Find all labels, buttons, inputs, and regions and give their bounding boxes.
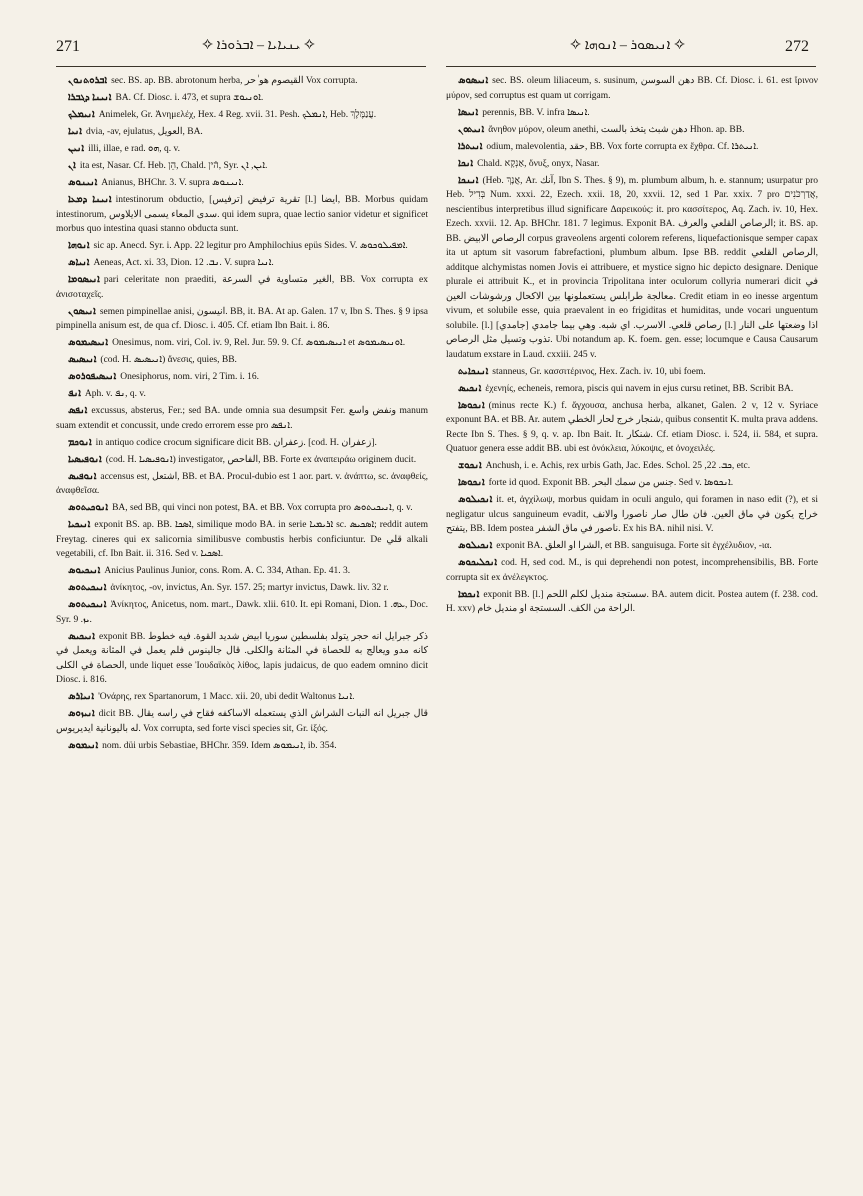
entry-lemma: ܐܢܝܐ: [68, 127, 82, 137]
entry-definition: intestinorum obductio, تقرية ترفيض [ترفيس] [l.] ايضا, BB. Morbus quidam intestinorum, سدى المعاء يسمى الايلاوس. qui idem supra, quae lectio sanior videtur et significet morbus quo intestina quasi stanno obducta sunt.: [56, 195, 428, 234]
entry-definition: semen pimpinellae anisi, انيسون. BB, it. BA. At ap. Galen. 17 v, Ibn S. Thes. § 9 ipsa pimpinella anisum est, de qua cf. Diosc. i. 405. Cf. etiam Ibn Bait. i. 86.: [56, 306, 428, 331]
dictionary-entry: [446, 74, 818, 103]
entry-definition: Anicius Paulinus Junior, cons. Rom. A. C. 334, Athan. Ep. 41. 3.: [104, 566, 351, 576]
entry-definition: dvia, -av, ejulatus, العويل, BA.: [85, 127, 203, 137]
dictionary-entry: [56, 453, 428, 468]
right-page-number: 272: [785, 38, 809, 55]
entry-lemma: ܐܢܘܗܐ: [68, 241, 90, 251]
entry-definition: (Heb. אֲנָךְ, Ar. آنك, Ibn S. Thes. § 9), m. plumbum album, h. e. stannum; usurpatur pro Heb. בְּדִיל Num. xxxi. 22, Ezech. xxii. 18, 20, xxvii. 12, sed 1 Par. xxix. 7 pro אֲדַרְכֹּנִים, nescientibus interpretibus illud significare Δαρεικούς: it. pro κασσίτερος, Aq. Zach. iv. 10, Hex. Ezech. xxvii. 12. Ap. BHChr. 181. 7 legimus. Exponit BA. الرصاص القلعي والعرف; it. BS. ap. BB. الرصاص الابيض corpus graveolens argenti colorem referens, liquefactionisque semper capax ita ut aptum sit vasorum fabrefactioni, plumbum album. Ipse BB. reddit الرصاص القلعي, additque alchymistas nomen Jovis ei attribuere, et mystice signo hic depicto designare. Denique plurale ei attribuit K., et in provincia Tripolitana inter oculorum collyria numerari dicit في معالجة طرابلس يستعملونها بين الاكحال ورشوشات العين. Credit etiam in eo inesse argentum vivum, et solubile esse, quia praevalent in eo frigiditas et humiditas, unde vocari unguentum solubile. [l.] رصاص قلعي. الاسرب. اي شبه. وهي بيما جامدي [جامدي] [l.] اذا وضعتها على النار تذوب وتسيل مثل الرصاص. Ubi notandum ap. K. foem. gen. esse; locumque e Causa Causarum laudatum exstare in Laud. cxxiii. 245 v.: [446, 175, 818, 360]
entry-definition: stanneus, Gr. κασσιτέρινος, Hex. Zach. iv. 10, ubi foem.: [492, 366, 706, 377]
dictionary-entry: [446, 399, 818, 457]
entry-definition: ἐχενηίς, echeneis, remora, piscis qui navem in ejus cursu retinet, BB. Scribit BA.: [485, 383, 794, 394]
entry-definition: Onesimus, nom. viri, Col. iv. 9, Rel. Jur. 59. 9. Cf. ܐܢܝܣܝܡܘܣ et ܐܘܢܝܣܝܡܘܣ.: [112, 338, 406, 348]
dictionary-entry: [56, 305, 428, 334]
entry-lemma: ܐܢܝܟܝܘܣ: [68, 566, 101, 576]
dictionary-entry: [56, 193, 428, 237]
entry-lemma: ܐܢܟܘܫ: [458, 461, 482, 471]
dictionary-entry: [56, 159, 428, 174]
dictionary-entry: [446, 588, 818, 617]
entry-lemma: ܐܢܝܐܣ: [68, 258, 90, 268]
dictionary-entry: [446, 476, 818, 491]
dictionary-entry: [446, 157, 818, 172]
entry-definition: perennis, BB. V. infra ܐܢܝܣܐ.: [482, 107, 590, 118]
entry-lemma: ܐܢܝܡܘܣ: [68, 740, 99, 751]
dictionary-entry: [56, 256, 428, 271]
entry-lemma: ܐܢܝܡܠܟ: [68, 110, 95, 120]
entry-lemma: ܐܢܝܣܘܡܐ: [68, 275, 100, 285]
entry-lemma: ܐܢܢܟܐܝܬ: [458, 366, 489, 377]
entry-lemma: ܐܒܪܘܬܢܘܢ: [68, 76, 108, 86]
entry-lemma: ܐܢܝܣܘܣ: [458, 76, 489, 86]
right-running-head: ✧ ܐܢܝܣܘܪ – ܐܢܘܗܐ ✧: [570, 38, 686, 53]
entry-definition: forte id quod. Exponit BB. جنس من سمك البحر. Sed v. ܐܢܟܘܣܐ.: [488, 478, 734, 488]
dictionary-entry: [56, 74, 428, 89]
dictionary-entry: [446, 140, 818, 155]
entry-definition: (minus recte K.) f. ἄγχουσα, anchusa herba, alkanet, Galen. 2 v, 12 v. Syriace exponunt BA. et BB. Ar. autem شنجار خرج لحار الخطي, quibus consentit K. multa prava addens. Recte Ibn S. Thes. § 9, q. v. ap. Ibn Bait. It. شنكار. Cf. etiam Diosc. i. 524, ii. 584, et supra. Quatuor genera esse addit BB. ubi est ὀνόκλεια, λύκοψις, et ὀνοχειλές.: [446, 400, 819, 454]
entry-lemma: ܐܢܟܝܠܘܣ: [458, 495, 493, 505]
right-column: [446, 74, 818, 619]
entry-lemma: ܐܢܝܟܝܣ: [68, 631, 95, 642]
header-rule-left: [56, 66, 426, 67]
dictionary-entry: [56, 353, 428, 368]
header-rule-right: [446, 66, 816, 67]
entry-definition: in antiquo codice crocum significare dicit BB. زعفران. [cod. H. زعفران].: [95, 437, 377, 448]
entry-definition: BA. Cf. Diosc. i. 473, et supra ܐܘܢܝܘܫ.: [115, 93, 264, 103]
dictionary-entry: [56, 273, 428, 302]
entry-definition: Anchush, i. e. Achis, rex urbis Gath, Jac. Edes. Schol. ܟܒ. 22, 25, etc.: [485, 461, 751, 471]
entry-definition: BA, sed BB, qui vinci non potest, BA. et BB. Vox corrupta pro ܐܢܝܟܝܬܘܣ, q. v.: [112, 503, 413, 513]
dictionary-entry: [56, 239, 428, 254]
left-column: [56, 74, 428, 756]
dictionary-entry: [56, 501, 428, 516]
dictionary-entry: [56, 404, 428, 433]
entry-lemma: ܐܢܟܠܝܟܘܣ: [458, 558, 498, 568]
entry-lemma: ܐܢܢܟܐ: [458, 175, 479, 186]
entry-lemma: ܐܢܟܘܣܐ: [458, 400, 485, 411]
dictionary-entry: [446, 106, 818, 121]
entry-lemma: ܐܢܝܣܐ: [458, 107, 479, 118]
entry-lemma: ܐܢܦܣ: [68, 406, 88, 416]
entry-definition: exponit BB. [l.] سستجة منديل لكلم اللحم. BA. autem dicit. Postea autem (f. 238. cod. H. xxv) الراحة من الكف. السستجة او منديل خام.: [446, 589, 818, 614]
entry-definition: 'Ονάρης, rex Spartanorum, 1 Macc. xii. 20, ubi dedit Waltonus ܐܢܝܐ.: [98, 692, 355, 702]
entry-definition: sic ap. Anecd. Syr. i. App. 22 legitur pro Amphilochius epüs Sides. V. ܐܡܦܝܠܘܟܘܣ.: [93, 241, 408, 251]
entry-definition: Ἀνίκητος, Anicetus, nom. mart., Dawk. xlii. 610. It. epi Romani, Dion. ܥܗ. 1, Doc. Syr. ܝܙ. 9.: [56, 600, 428, 625]
entry-lemma: ܐܢܟܝܣ: [458, 383, 482, 394]
dictionary-entry: [56, 630, 428, 688]
entry-definition: Onesiphorus, nom. viri, 2 Tim. i. 16.: [120, 372, 260, 382]
dictionary-entry: [56, 581, 428, 596]
entry-lemma: ܐܢܝܢܐ ܕܡܥܐ: [68, 195, 112, 205]
dictionary-entry: [56, 336, 428, 351]
dictionary-entry: [56, 387, 428, 402]
entry-lemma: ܐܢܘܟܡ: [68, 437, 92, 448]
dictionary-entry: [56, 436, 428, 451]
entry-definition: sec. BS. oleum liliaceum, s. susinum, دهن السوسن BB. Cf. Diosc. i. 61. est ἴρινον μύρον, sed corruptus est quam ut corrigam.: [446, 76, 818, 101]
dictionary-entry: [56, 125, 428, 140]
entry-lemma: ܐܢܟܐ: [458, 158, 474, 169]
entry-definition: nom. düi urbis Sebastiae, BHChr. 359. Idem ܐܢܝܡܘܣ, ib. 354.: [102, 740, 337, 751]
entry-definition: exponit BS. ap. BB. ܐܣܟܐ, similique modo BA. in serie ܐܪܝܡܝܐ sc. ܐܣܟܝܣ; reddit autem Freytag. cineres qui ex salicornia similibusve combustis herbis conficiuntur. De قلي alkali vegetabili, cf. Ibn Bait. ii. 316. Sed v. ܐܣܟܝܐ.: [56, 520, 428, 559]
dictionary-entry: [56, 370, 428, 385]
entry-definition: ἀνίκητος, -ον, invictus, An. Syr. 157. 25; martyr invictus, Dawk. liv. 32 r.: [110, 583, 389, 593]
dictionary-entry: [56, 564, 428, 579]
entry-definition: cod. H, sed cod. M., is qui deprehendi non potest, incomprehensibilis, BB. Forte corrupta sit ex ἀνέλεγκτος.: [446, 558, 818, 583]
dictionary-entry: [446, 382, 818, 397]
entry-lemma: ܐܢܝܬܘܢ: [458, 124, 485, 135]
entry-lemma: ܐܢܝܐܪܣ: [68, 692, 95, 702]
entry-definition: Aeneas, Act. xi. 33, Dion. ܢܒ. 12. V. supra ܐܢܝܐ.: [93, 258, 274, 268]
entry-lemma: ܐܢܝܣܝܣ: [68, 355, 97, 365]
dictionary-entry: [446, 556, 818, 585]
entry-lemma: ܐܢܦ: [68, 389, 81, 399]
entry-definition: Chald. אַנְקָא, ὄνυξ, onyx, Nasar.: [477, 158, 600, 169]
entry-lemma: ܐܢܘܦܝܣ: [68, 471, 97, 482]
entry-definition: (cod. H. ܐܢܝܣܝܣ) ἄνεσις, quies, BB.: [100, 355, 237, 365]
dictionary-entry: [56, 108, 428, 123]
dictionary-entry: [446, 365, 818, 380]
entry-definition: exponit BA. الشرا او العلق, et BB. sanguisuga. Forte sit ἐγχέλυδιον, -ια.: [496, 541, 772, 551]
entry-lemma: ܐܢܘܦܝܣܝܐ: [68, 454, 102, 465]
entry-definition: sec. BS. ap. BB. abrotonum herba, القيصوم هو ٰحر Vox corrupta.: [111, 76, 358, 86]
entry-lemma: ܐܢܝܙܘܣ: [68, 709, 95, 719]
entry-definition: accensus est, اشتعل, BB. et BA. Procul-dubio est 1 aor. part. v. ἀνάπτω, sc. ἀναφθείς, ἀναφθεῖσα.: [56, 471, 428, 496]
entry-definition: dicit BB. قال جبريل انه النبات الشراش الذي يستعمله الاساكفه فقاح في راسه يقال له باليونانية ايديريوس. Vox corrupta, sed forte visci species sit, Gr. ἰξός.: [56, 709, 428, 734]
left-page-number: 271: [56, 38, 80, 55]
entry-lemma: ܐܢܟܝܠܘܣ: [458, 541, 493, 551]
dictionary-entry: [446, 493, 818, 537]
entry-lemma: ܐܢܝܬܪܐ: [458, 141, 483, 152]
entry-lemma: ܐܢܟܡܐ: [458, 589, 480, 600]
entry-definition: ἄνηθον μύρον, oleum anethi, دهن شبث يتخذ بالست Hhon. ap. BB.: [488, 124, 745, 135]
dictionary-entry: [446, 123, 818, 138]
entry-lemma: ܐܢܝܣܝܡܘܣ: [68, 338, 109, 348]
dictionary-entry: [56, 707, 428, 736]
dictionary-entry: [56, 598, 428, 627]
entry-lemma: ܐܢܝܟܝܬܘܣ: [68, 583, 107, 593]
dictionary-entry: [56, 142, 428, 157]
entry-lemma: ܐܢܘܟܝܬܘܣ: [68, 503, 109, 513]
entry-definition: Aph. v. ܢܦ, q. v.: [84, 389, 146, 399]
entry-definition: pari celeritate non praediti, الغير متساوية في السرعة, BB. Vox corrupta ex ἀνισοταχεῖς.: [56, 275, 428, 300]
dictionary-entry: [446, 539, 818, 554]
dictionary-entry: [56, 518, 428, 562]
dictionary-entry: [446, 459, 818, 474]
entry-definition: Anianus, BHChr. 3. V. supra ܐܢܝܢܘܣ.: [101, 178, 244, 188]
dictionary-entry: [446, 174, 818, 363]
entry-lemma: ܐܢܟܘܣܐ: [458, 478, 485, 488]
left-running-head: ✧ ܝܢܝܐܝܐ – ܐܒܪܘܪܐ ✧: [202, 38, 316, 53]
entry-definition: it. et, ἀγχίλωψ, morbus quidam in oculi angulo, qui foramen in naso edit (?), et si negligatur ulcus sanguineum evadit, خراج يكون في ماق العين. فان طال صار ناصورا والانف يتفتح, BB. Idem postea ناصور في ماق الشفر. Ex his BA. nihil nisi. V.: [446, 495, 818, 534]
entry-lemma: ܐܢ: [68, 161, 76, 171]
entry-definition: Animelek, Gr. Ἀνημελέχ, Hex. 4 Reg. xvii. 31. Pesh. ܐܢܡܠܟ, Heb. עֲנַמֶּלֶךְ.: [98, 110, 377, 120]
entry-lemma: ܐܢܝܟܝܬܘܣ: [68, 600, 107, 610]
entry-lemma: ܐܢܝܢܘܣ: [68, 178, 98, 188]
entry-definition: illi, illae, e rad. ܗܘ, q. v.: [88, 144, 180, 154]
entry-lemma: ܐܢܝܢܐ ܕܓܒܪܐ: [68, 93, 112, 103]
entry-lemma: ܐܢܝܣܝܦܘܪܘܣ: [68, 372, 117, 382]
dictionary-entry: [56, 739, 428, 754]
dictionary-entry: [56, 690, 428, 705]
entry-definition: excussus, absterus, Fer.; sed BA. unde omnia sua desumpsit Fer. ونفض واسع manum suam extendit et concussit, unde credo errorem esse pro ܐܢܦܣ.: [56, 406, 428, 431]
entry-definition: odium, malevolentia, حقد, BB. Vox forte corrupta ex ἔχθρα. Cf. ܐܢܝܬܪܐ.: [486, 141, 759, 152]
dictionary-entry: [56, 176, 428, 191]
entry-lemma: ܐܢܝܟܝܐ: [68, 520, 91, 530]
entry-definition: exponit BB. ذكر جبرايل انه حجر يتولد بفلسطين سوريا ابيض شديد القوة. فيه خطوط كانه مدو ويعالج به للحصاة في المثانة والكلى. قال جالينوس فلم يعمل في المثانة ويعمل في الحصاة في الكلى, unde liquet esse Ἰουδαϊκὸς λίθος, lapis judaicus, de quo eadem omnino dicit Diosc. i. 816.: [56, 631, 428, 685]
entry-definition: ita est, Nasar. Cf. Heb. הֵן, Chald. הֿין, Syr. ܐܝܢ, ܐܢ.: [79, 161, 268, 171]
entry-lemma: ܐܢܝܣܘܢ: [68, 306, 96, 317]
entry-lemma: ܐܢܝܢ: [68, 144, 85, 154]
page-header: [52, 36, 813, 62]
dictionary-entry: [56, 470, 428, 499]
dictionary-entry: [56, 91, 428, 106]
entry-definition: (cod. H. ܐܢܘܦܝܣܝܐ) investigator, الفاحص, BB. Forte ex ἀναπειράω originem ducit.: [105, 454, 417, 465]
